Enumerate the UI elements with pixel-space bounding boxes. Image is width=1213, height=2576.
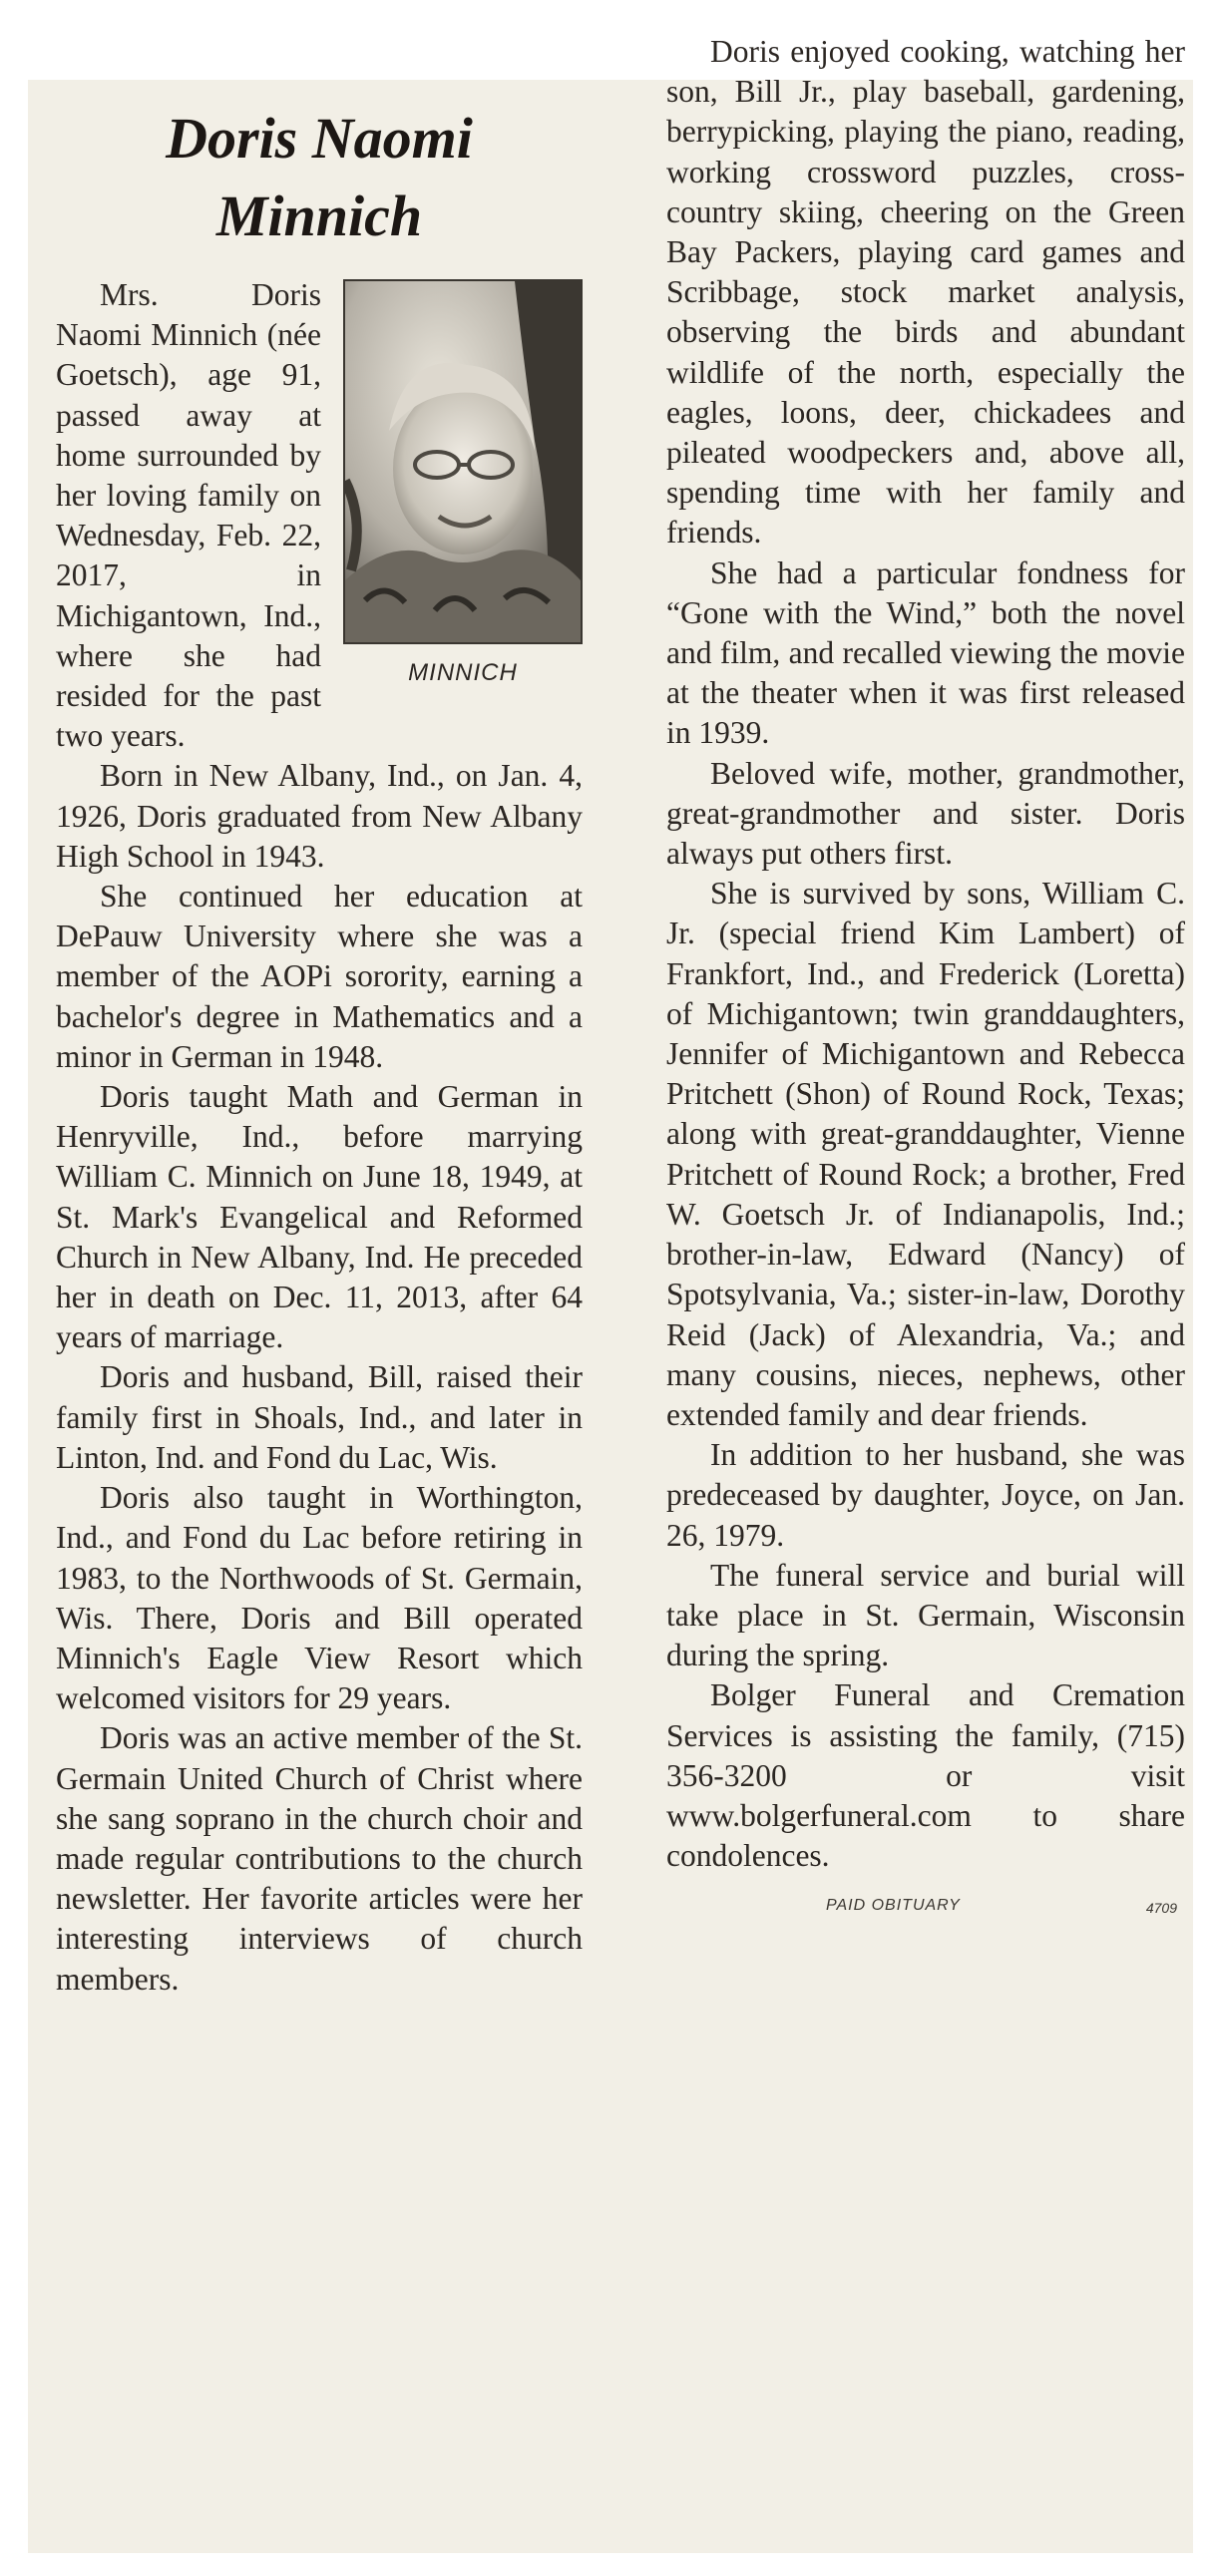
right-column [666,32,1185,1917]
obituary-clipping [28,34,1193,2553]
photo-caption: MINNICH [408,659,518,686]
obituary-paragraph: Doris enjoyed cooking, watching her son, Bill Jr., play baseball, gardening, berrypicking, playing the piano, reading, working crossword puzzles, cross-country skiing, cheering on the Green Bay Packers, playing card games and Scribbage, stock market analysis, observing the birds and abundant wildlife of the north, especially the eagles, loons, deer, chickadees and pileated woodpeckers and, above all, spending time with her family and friends. [666,34,1185,551]
obituary-paragraph: The funeral service and burial will take place in St. Germain, Wisconsin during the spring. [666,1557,1185,1673]
obituary-footer [666,1884,1185,1917]
title-line-2: Minnich [215,184,423,248]
obituary-paragraph: Mrs. Doris Naomi Minnich (née Goetsch), age 91, passed away at home surrounded by her loving family on Wednesday, Feb. 22, 2017, in Michigantown, Ind., where she had resided for the past two years. [56,277,321,754]
obituary-paragraph: Doris and husband, Bill, raised their family first in Shoals, Ind., and later in Linton, Ind. and Fond du Lac, Wis. [56,1359,583,1475]
obituary-paragraph: She continued her education at DePauw University where she was a member of the AOPi sorority, earning a bachelor's degree in Mathematics and a minor in German in 1948. [56,879,583,1074]
obituary-paragraph: Born in New Albany, Ind., on Jan. 4, 1926, Doris graduated from New Albany High School in 1943. [56,758,583,874]
obituary-paragraph: Doris taught Math and German in Henryville, Ind., before marrying William C. Minnich on June 18, 1949, at St. Mark's Evangelical and Reformed Church in New Albany, Ind. He preceded her in death on Dec. 11, 2013, after 64 years of marriage. [56,1079,583,1355]
paid-obituary-label: PAID OBITUARY [826,1897,961,1915]
obituary-paragraph: She had a particular fondness for “Gone with the Wind,” both the novel and film, and recalled viewing the movie at the theater when it was first released in 1939. [666,554,1185,751]
portrait-image [345,281,581,642]
obituary-paragraph: In addition to her husband, she was predeceased by daughter, Joyce, on Jan. 26, 1979. [666,1437,1185,1553]
title-line-1: Doris Naomi [166,106,473,171]
obituary-paragraph: Bolger Funeral and Cremation Services is assisting the family, (715) 356-3200 or visit www.bolgerfuneral.com to share condolences. [666,1677,1185,1874]
obituary-paragraph: Doris also taught in Worthington, Ind., and Fond du Lac before retiring in 1983, to the Northwoods of St. Germain, Wis. There, Doris and Bill operated Minnich's Eagle View Resort which welcomed visitors for 29 years. [56,1480,583,1716]
left-column [56,100,583,2000]
obituary-paragraph: She is survived by sons, William C. Jr. (special friend Kim Lambert) of Frankfort, Ind., and Frederick (Loretta) of Michigantown; twin granddaughters, Jennifer of Michigantown and Rebecca Pritchett (Shon) of Round Rock, Texas; along with great-granddaughter, Vienne Pritchett of Round Rock; a brother, Fred W. Goetsch Jr. of Indianapolis, Ind.; brother-in-law, Edward (Nancy) of Spotsylvania, Va.; sister-in-law, Dorothy Reid (Jack) of Alexandria, Va.; and many cousins, nieces, nephews, other extended family and dear friends. [666,876,1185,1432]
obituary-title [56,100,583,255]
portrait-photo [343,279,583,644]
obituary-paragraph: Doris was an active member of the St. Germain United Church of Christ where she sang soprano in the church choir and made regular contributions to the church newsletter. Her favorite articles were her interesting interviews of church members. [56,1720,583,1997]
ad-code: 4709 [1145,1900,1177,1917]
portrait-block [343,279,583,690]
obituary-paragraph: Beloved wife, mother, grandmother, great-grandmother and sister. Doris always put others first. [666,755,1185,872]
